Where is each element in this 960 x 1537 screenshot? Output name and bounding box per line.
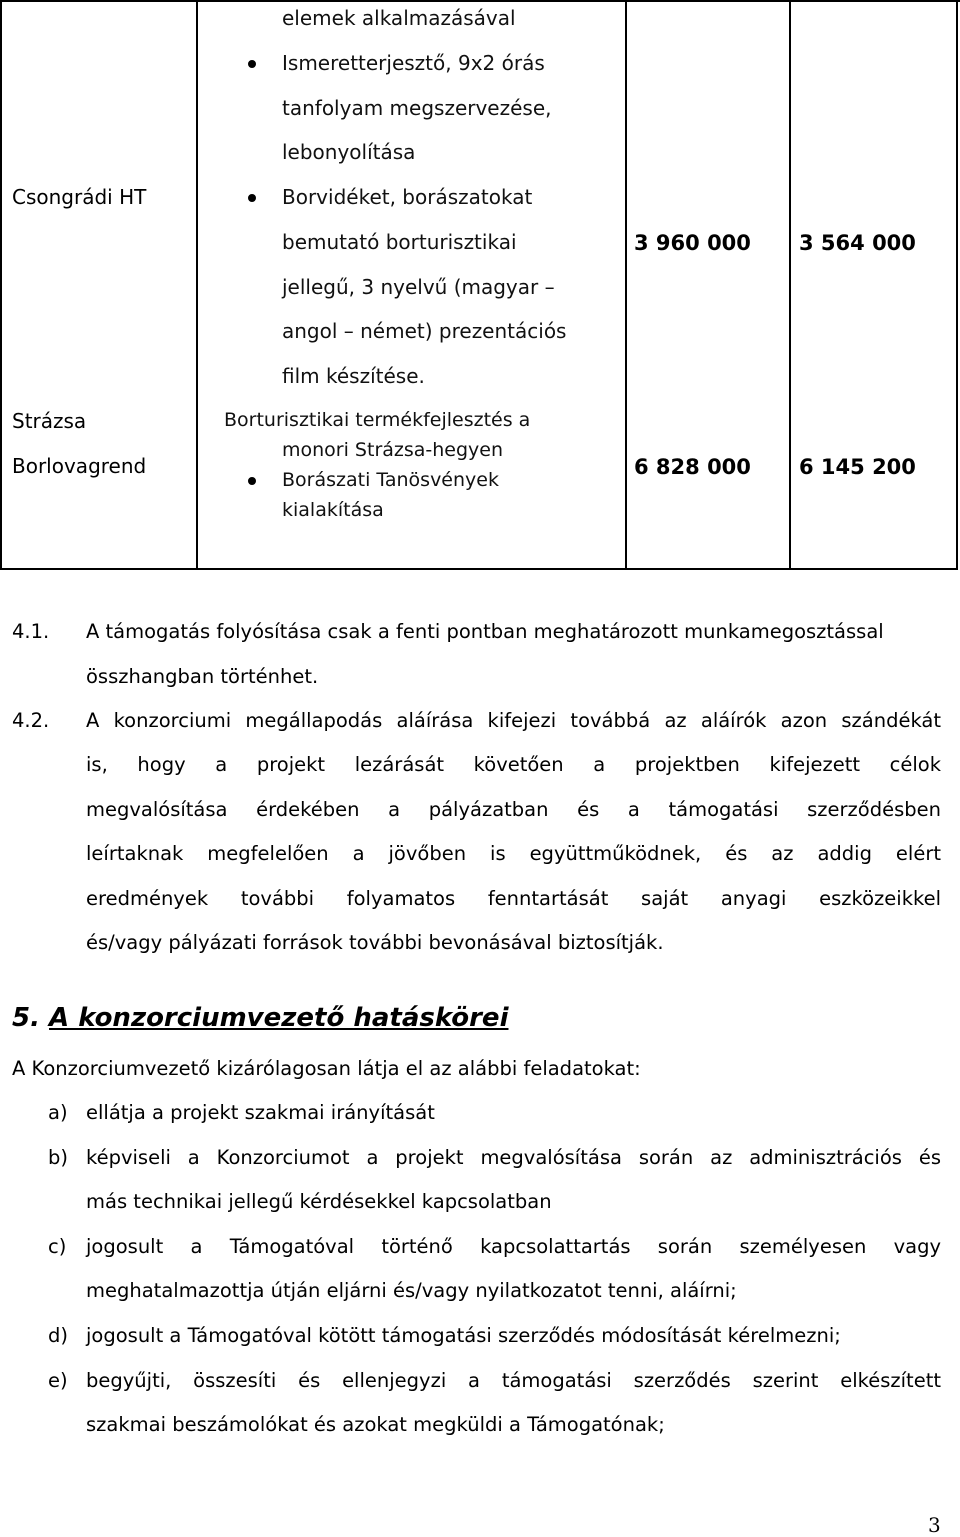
paragraph-line: összhangban történhet. [86, 665, 319, 688]
budget-table [0, 0, 960, 570]
table-border-bottom [0, 568, 958, 570]
heading-title: A konzorciumvezető hatáskörei [49, 1003, 509, 1033]
activity-text: Borturisztikai termékfejlesztés a [224, 409, 531, 431]
activity-text: monori Strázsa-hegyen [282, 439, 504, 461]
list-item-text: jogosult a Támogatóval kötött támogatási szerződés módosítását kérelmezni; [86, 1324, 841, 1347]
paragraph-line: és/vagy pályázati források további bevonásával biztosítják. [86, 931, 664, 954]
table-border-right [956, 0, 958, 570]
activity-text: kialakítása [282, 499, 384, 521]
list-label: c) [48, 1235, 67, 1258]
heading-number: 5. [12, 1003, 40, 1033]
paragraph-line: eredmények további folyamatos fenntartását saját anyagi eszközeikkel [86, 887, 941, 910]
list-label: e) [48, 1369, 68, 1392]
table-border-top [0, 0, 960, 2]
paragraph-line: A támogatás folyósítása csak a fenti pontban meghatározott munkamegosztással [86, 620, 884, 643]
list-item-text: begyűjti, összesíti és ellenjegyzi a támogatási szerződés szerint elkészített [86, 1369, 941, 1392]
paragraph-line: megvalósítása érdekében a pályázatban és a támogatási szerződésben [86, 798, 941, 821]
list-item-text: szakmai beszámolókat és azokat megküldi a Támogatónak; [86, 1413, 665, 1436]
org-name: Borlovagrend [12, 454, 147, 478]
list-item-text: jogosult a Támogatóval történő kapcsolattartás során személyesen vagy [86, 1235, 941, 1258]
activity-text: Borvidéket, borászatokat [282, 185, 533, 209]
activity-text: Borászati Tanösvények [282, 469, 499, 491]
table-divider-3 [789, 0, 791, 570]
paragraph-line: is, hogy a projekt lezárását követően a projektben kifejezett célok [86, 753, 941, 776]
list-item-text: képviseli a Konzorciumot a projekt megvalósítása során az adminisztrációs és [86, 1146, 941, 1169]
bullet-icon [248, 60, 256, 68]
bullet-icon [248, 194, 256, 202]
bullet-icon [248, 477, 256, 485]
org-name: Strázsa [12, 409, 87, 433]
list-label: d) [48, 1324, 68, 1347]
activity-text: angol – német) prezentációs [282, 319, 567, 343]
activity-text: lebonyolítása [282, 140, 416, 164]
activity-text: jellegű, 3 nyelvű (magyar – [282, 275, 555, 299]
activity-text: elemek alkalmazásával [282, 6, 516, 30]
list-item-text: más technikai jellegű kérdésekkel kapcsolatban [86, 1190, 552, 1213]
table-divider-2 [625, 0, 627, 570]
activity-text: film készítése. [282, 364, 425, 388]
amount-total: 3 960 000 [634, 231, 751, 255]
section-number: 4.2. [12, 709, 50, 732]
amount-support: 6 145 200 [799, 455, 916, 479]
section-number: 4.1. [12, 620, 50, 643]
list-item-text: ellátja a projekt szakmai irányítását [86, 1101, 435, 1124]
paragraph-line: leírtaknak megfelelően a jövőben is együttműködnek, és az addig elért [86, 842, 941, 865]
table-border-left [0, 0, 2, 570]
paragraph-line: A konzorciumi megállapodás aláírása kifejezi továbbá az aláírók azon szándékát [86, 709, 941, 732]
list-item-text: meghatalmazottja útján eljárni és/vagy nyilatkozatot tenni, aláírni; [86, 1279, 737, 1302]
org-name: Csongrádi HT [12, 185, 147, 209]
activity-text: tanfolyam megszervezése, [282, 96, 552, 120]
section-heading [12, 1002, 508, 1034]
activity-text: bemutató borturisztikai [282, 230, 517, 254]
amount-total: 6 828 000 [634, 455, 751, 479]
page-number: 3 [928, 1513, 941, 1537]
list-label: a) [48, 1101, 68, 1124]
activity-text: Ismeretterjesztő, 9x2 órás [282, 51, 545, 75]
list-label: b) [48, 1146, 68, 1169]
table-divider-1 [196, 0, 198, 570]
amount-support: 3 564 000 [799, 231, 916, 255]
section-intro: A Konzorciumvezető kizárólagosan látja el az alábbi feladatokat: [12, 1057, 641, 1080]
